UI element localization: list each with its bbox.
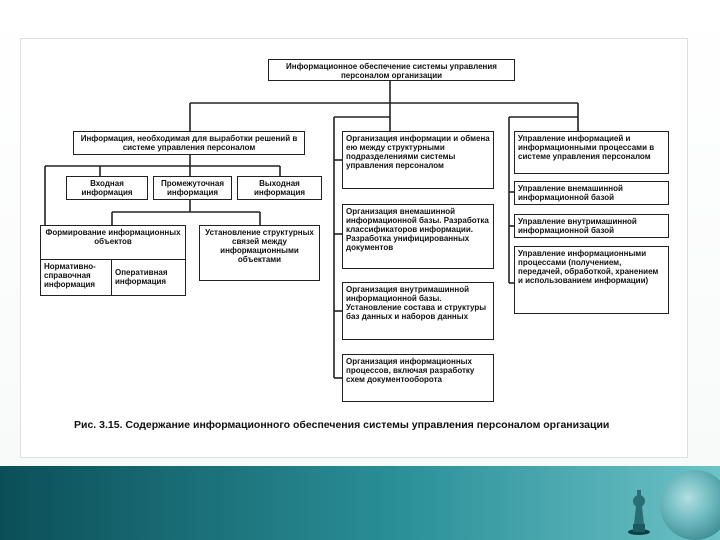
box-input-information: Входная информация <box>66 176 148 200</box>
box-output-information: Выходная информация <box>237 176 322 200</box>
box-middle-organization-exchange: Организация информации и обмена ею между структурными подразделениями системы управления персоналом <box>342 131 494 189</box>
box-structural-relations: Установление структурных связей между информационными объектами <box>199 225 320 281</box>
box-right-management-processes: Управление информацией и информационными процессами в системе управления персоналом <box>514 131 669 174</box>
box-middle-processes: Организация информационных процессов, включая разработку схем документооборота <box>342 354 494 402</box>
box-right-information-processes: Управление информационными процессами (получением, передачей, обработкой, хранением и использованием информации) <box>514 246 669 314</box>
box-normative-information: Нормативно-справочная информация <box>40 259 112 296</box>
box-right-external-base: Управление внемашинной информационной базой <box>514 181 669 205</box>
box-operative-information: Оперативная информация <box>111 259 186 296</box>
figure-caption: Рис. 3.15. Содержание информационного обеспечения системы управления персоналом организации <box>74 419 610 431</box>
box-top-information-support: Информационное обеспечение системы управления персоналом организации <box>268 59 515 81</box>
box-decision-information: Информация, необходимая для выработки решений в системе управления персоналом <box>73 131 305 155</box>
box-middle-external-base: Организация внемашинной информационной базы. Разработка классификаторов информации. Разработка унифицированных документов <box>342 204 494 269</box>
box-intermediate-information: Промежуточная информация <box>153 176 232 200</box>
box-formation-objects: Формирование информационных объектов <box>40 225 186 260</box>
box-middle-internal-base: Организация внутримашинной информационной базы. Установление состава и структуры баз данных и наборов данных <box>342 282 494 340</box>
box-right-internal-base: Управление внутримашинной информационной базой <box>514 214 669 238</box>
